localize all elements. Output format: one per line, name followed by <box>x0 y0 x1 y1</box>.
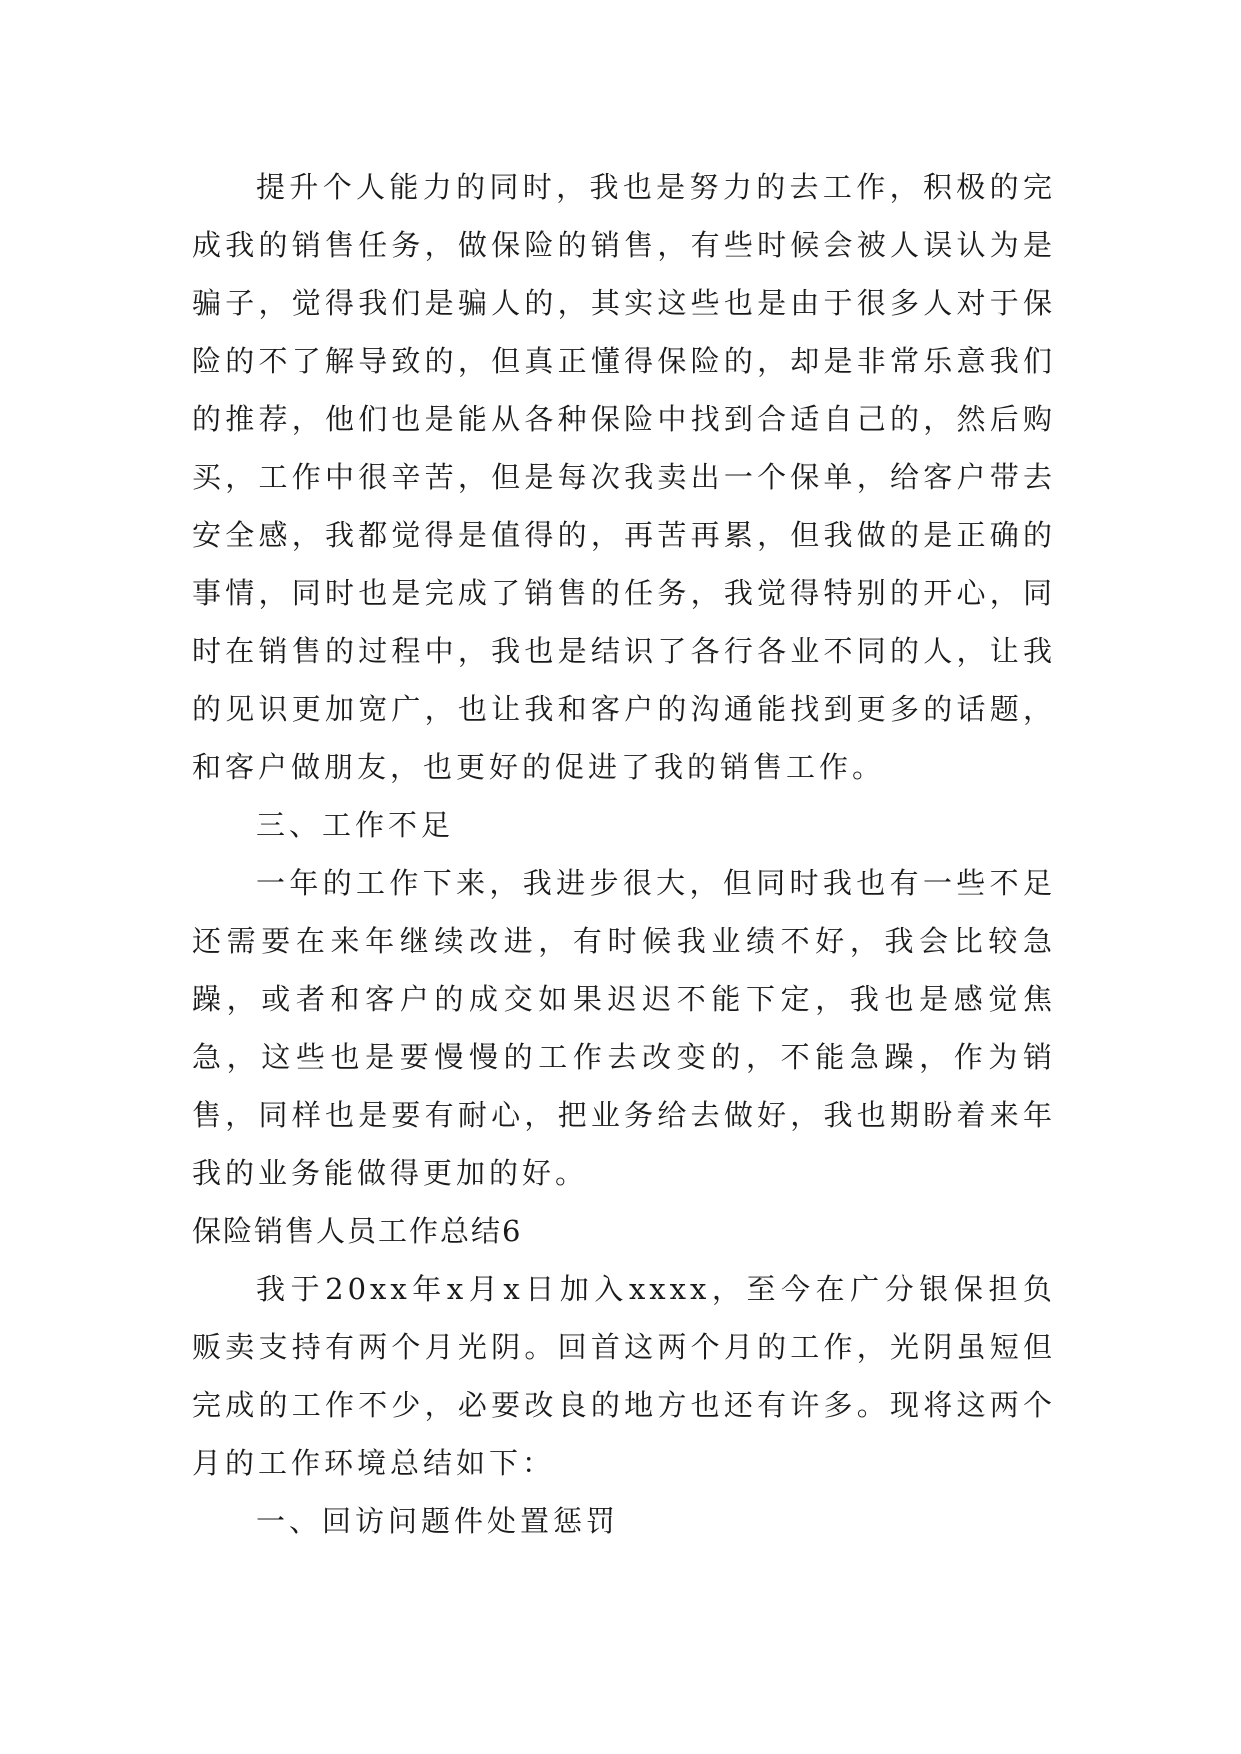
paragraph-shortcomings: 一年的工作下来，我进步很大，但同时我也有一些不足还需要在来年继续改进，有时候我业绩不好，我会比较急躁，或者和客户的成交如果迟迟不能下定，我也是感觉焦急，这些也是要慢慢的工作去改变的，不能急躁，作为销售，同样也是要有耐心，把业务给去做好，我也期盼着来年我的业务能做得更加的好。 <box>192 866 1056 1190</box>
section-heading-revisit: 一、回访问题件处置惩罚 <box>256 1504 620 1538</box>
document-title-summary-6: 保险销售人员工作总结6 <box>192 1214 523 1248</box>
paragraph-sales-effort: 提升个人能力的同时，我也是努力的去工作，积极的完成我的销售任务，做保险的销售，有些时候会被人误认为是骗子，觉得我们是骗人的，其实这些也是由于很多人对于保险的不了解导致的，但真正懂得保险的，却是非常乐意我们的推荐，他们也是能从各种保险中找到合适自己的，然后购买，工作中很辛苦，但是每次我卖出一个保单，给客户带去安全感，我都觉得是值得的，再苦再累，但我做的是正确的事情，同时也是完成了销售的任务，我觉得特别的开心，同时在销售的过程中，我也是结识了各行各业不同的人，让我的见识更加宽广，也让我和客户的沟通能找到更多的话题，和客户做朋友，也更好的促进了我的销售工作。 <box>192 170 1056 784</box>
section-heading-shortcomings: 三、工作不足 <box>256 808 455 842</box>
paragraph-intro: 我于20xx年x月x日加入xxxx，至今在广分银保担负贩卖支持有两个月光阴。回首这两个月的工作，光阴虽短但完成的工作不少，必要改良的地方也还有许多。现将这两个月的工作环境总结如下： <box>192 1272 1056 1480</box>
document-body <box>192 158 1056 1550</box>
